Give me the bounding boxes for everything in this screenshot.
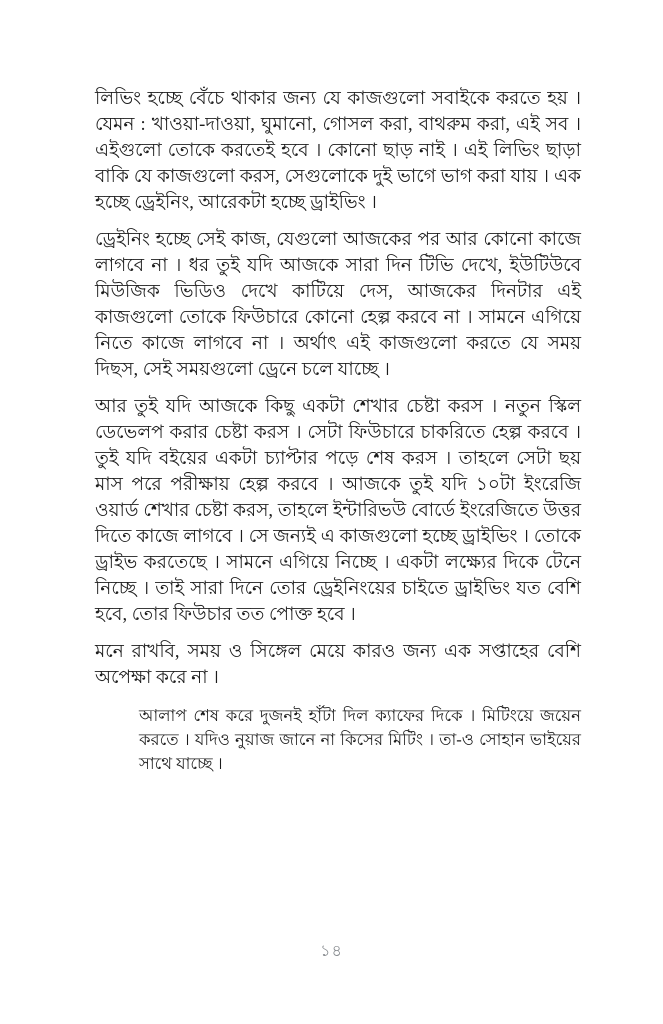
paragraph-draining-definition: ড্রেইনিং হচ্ছে সেই কাজ, যেগুলো আজকের পর আর কোনো কাজে লাগবে না । ধর তুই যদি আজকে সারা দিন টিভি দেখে, ইউটিউবে মিউজিক ভিডিও দেখে কাটিয়ে দেস, আজকের দিনটার এই কাজগুলো তোকে ফিউচারে কোনো হেল্প করবে না । সামনে এগিয়ে নিতে কাজে লাগবে না । অর্থাৎ এই কাজগুলো করতে যে সময় দিছস, সেই সময়গুলো ড্রেনে চলে যাচ্ছে । (95, 230, 581, 380)
paragraph-driving-definition: আর তুই যদি আজকে কিছু একটা শেখার চেষ্টা করস । নতুন স্কিল ডেভেলপ করার চেষ্টা করস । সেটা ফিউচারে চাকরিতে হেল্প করবে । তুই যদি বইয়ের একটা চ্যাপ্টার পড়ে শেষ করস । তাহলে সেটা ছয় মাস পরে পরীক্ষায় হেল্প করবে । আজকে তুই যদি ১০টা ইংরেজি ওয়ার্ড শেখার চেষ্টা করস, তাহলে ইন্টারিভউ বোর্ডে ইংরেজিতে উত্তর দিতে কাজে লাগবে । সে জন্যই এ কাজগুলো হচ্ছে ড্রাইভিং । তোকে ড্রাইভ করতেছে । সামনে এগিয়ে নিচ্ছে । একটা লক্ষ্যের দিকে টেনে নিচ্ছে । তাই সারা দিনে তোর ড্রেইনিংয়ের চাইতে ড্রাইভিং যত বেশি হবে, তোর ফিউচার তত পোক্ত হবে । (95, 397, 581, 625)
page-text-block (95, 86, 581, 776)
paragraph-reminder: মনে রাখবি, সময় ও সিঙ্গেল মেয়ে কারও জন্য এক সপ্তাহের বেশি অপেক্ষা করে না । (95, 642, 581, 688)
page-number: ১৪ (320, 943, 343, 960)
paragraph-narration-indented: আলাপ শেষ করে দুজনই হাঁটা দিল ক্যাফের দিকে । মিটিংয়ে জয়েন করতে । যদিও নুয়াজ জানে না কিসের মিটিং । তা-ও সোহান ভাইয়ের সাথে যাচ্ছে । (139, 706, 581, 773)
paragraph-living-definition: লিভিং হচ্ছে বেঁচে থাকার জন্য যে কাজগুলো সবাইকে করতে হয় । যেমন : খাওয়া-দাওয়া, ঘুমানো, গোসল করা, বাথরুম করা, এই সব । এইগুলো তোকে করতেই হবে । কোনো ছাড় নাই । এই লিভিং ছাড়া বাকি যে কাজগুলো করস, সেগুলোকে দুই ভাগে ভাগ করা যায় । এক হচ্ছে ড্রেইনিং, আরেকটা হচ্ছে ড্রাইভিং । (95, 89, 581, 213)
